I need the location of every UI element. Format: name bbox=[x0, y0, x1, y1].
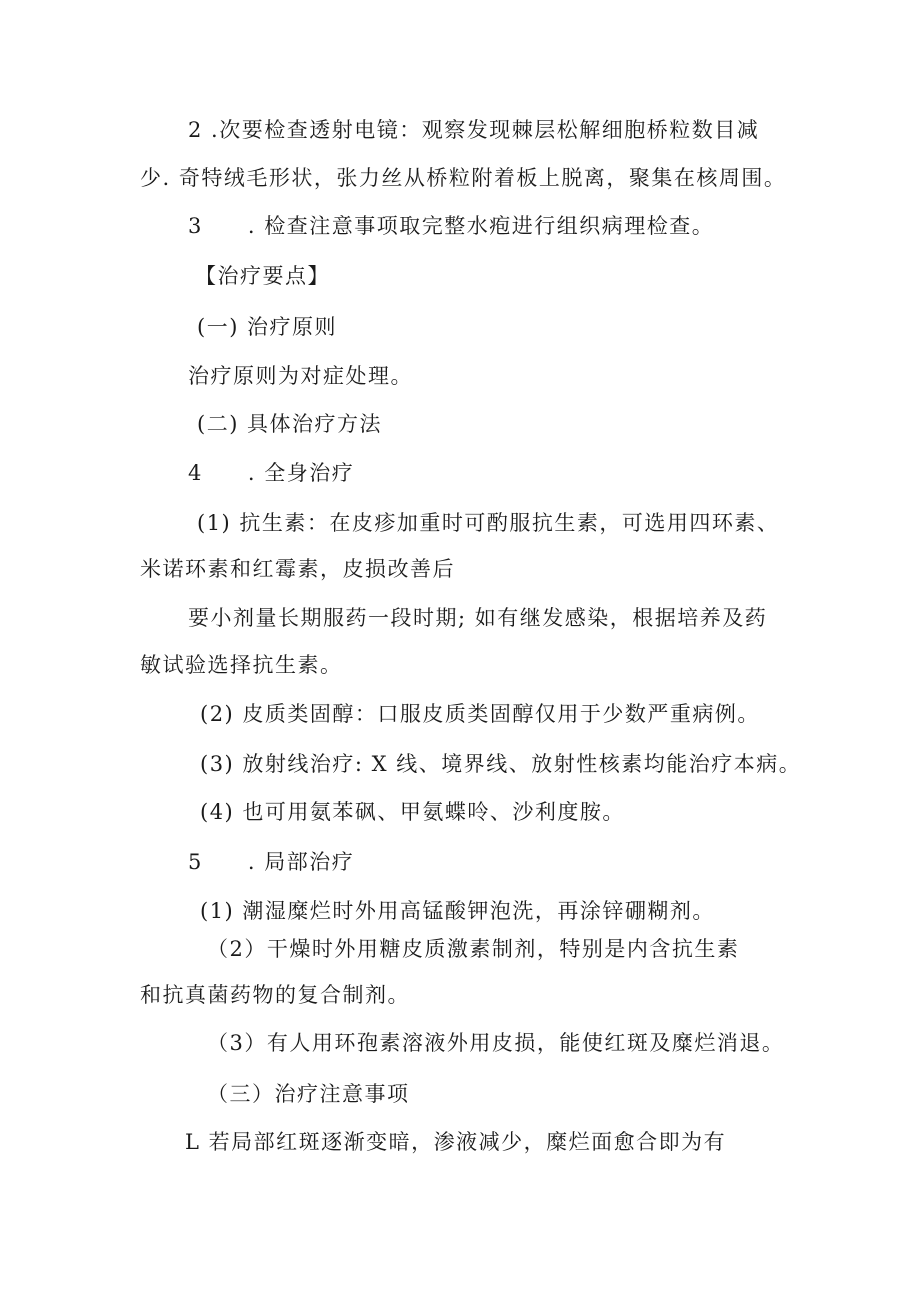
text-line: 和抗真菌药物的复合制剂。 bbox=[140, 983, 410, 1007]
section-heading: 【治疗要点】 bbox=[195, 264, 330, 288]
text-line: (1) 抗生素：在皮疹加重时可酌服抗生素，可选用四环素、 bbox=[197, 511, 780, 535]
text-line: (1) 潮湿糜烂时外用高锰酸钾泡洗，再涂锌硼糊剂。 bbox=[200, 899, 715, 923]
text-line: 2 .次要检查透射电镜：观察发现棘层松解细胞桥粒数目减 bbox=[188, 118, 760, 142]
text-line: 少. 奇特绒毛形状，张力丝从桥粒附着板上脱离，聚集在核周围。 bbox=[140, 166, 787, 190]
text-line: （3）有人用环孢素溶液外用皮损，能使红斑及糜烂消退。 bbox=[207, 1031, 785, 1055]
text-line: (3) 放射线治疗: X 线、境界线、放射性核素均能治疗本病。 bbox=[200, 752, 802, 776]
subsection-heading: (一) 治疗原则 bbox=[197, 315, 338, 339]
text-line: L 若局部红斑逐渐变暗，渗液减少，糜烂面愈合即为有 bbox=[185, 1130, 727, 1154]
text-line: (2) 皮质类固醇：口服皮质类固醇仅用于少数严重病例。 bbox=[200, 702, 760, 726]
text-line: 治疗原则为对症处理。 bbox=[188, 364, 413, 388]
text-line: (4) 也可用氨苯砜、甲氨蝶呤、沙利度胺。 bbox=[200, 800, 625, 824]
text-line: （2）干燥时外用糖皮质激素制剂，特别是内含抗生素 bbox=[207, 937, 740, 961]
text-line: 5 . 局部治疗 bbox=[188, 850, 355, 874]
subsection-heading: （三）治疗注意事项 bbox=[207, 1082, 410, 1106]
subsection-heading: (二) 具体治疗方法 bbox=[197, 412, 383, 436]
text-line: 4 . 全身治疗 bbox=[188, 461, 355, 485]
text-line: 米诺环素和红霉素，皮损改善后 bbox=[140, 557, 455, 581]
text-line: 要小剂量长期服药一段时期; 如有继发感染，根据培养及药 bbox=[188, 606, 768, 630]
text-line: 3 . 检查注意事项取完整水疱进行组织病理检查。 bbox=[188, 214, 715, 238]
text-line: 敏试验选择抗生素。 bbox=[140, 653, 343, 677]
